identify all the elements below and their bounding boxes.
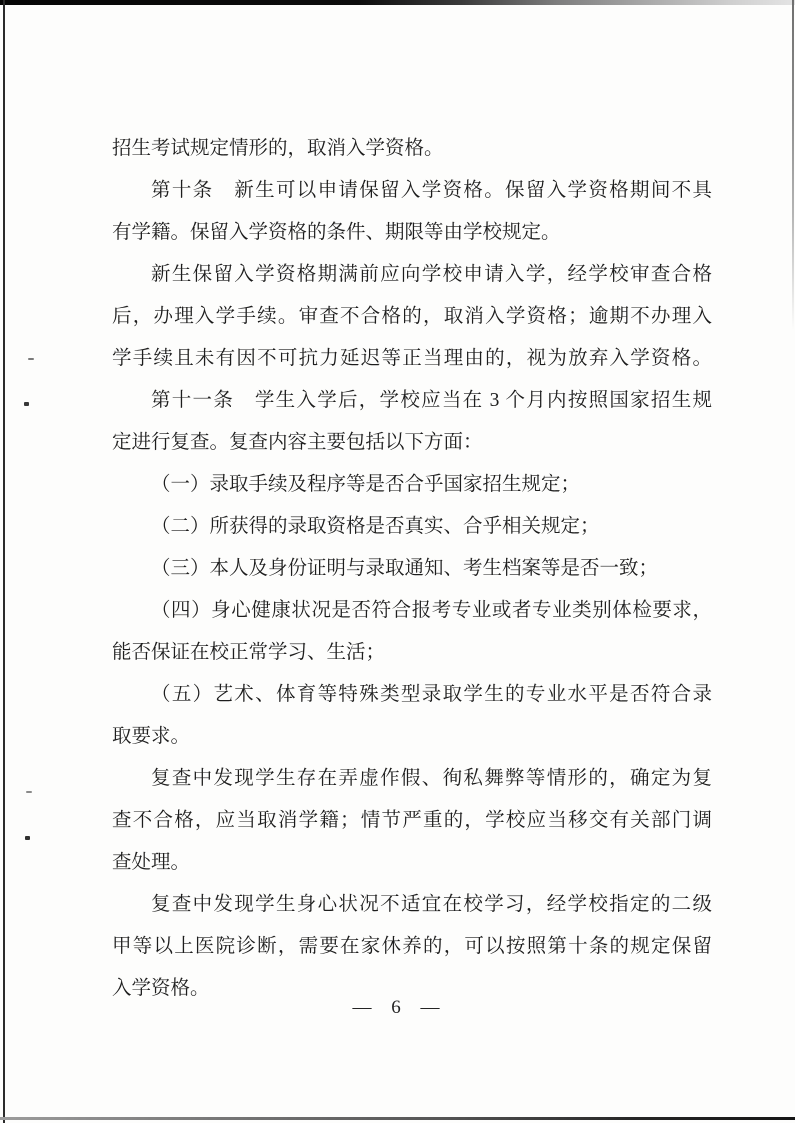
text-line: 查处理。 [112,852,191,873]
page-border-right [792,0,794,330]
text-line: 招生考试规定情形的，取消入学资格。 [112,138,444,159]
document-body [112,128,712,1010]
text-line: 第十条 新生可以申请保留入学资格。保留入学资格期间不具 [151,180,712,201]
text-line: 复查中发现学生身心状况不适宜在校学习，经学校指定的二级 [151,894,712,915]
text-line: 学手续且未有因不可抗力延迟等正当理由的，视为放弃入学资格。 [112,348,712,369]
scan-speck [26,791,32,793]
text-line: 第十一条 学生入学后，学校应当在 3 个月内按照国家招生规 [151,390,712,411]
page-border-top [0,0,795,5]
text-line: （二）所获得的录取资格是否真实、合乎相关规定； [151,516,600,537]
scan-speck [24,402,29,406]
text-line: 甲等以上医院诊断，需要在家休养的，可以按照第十条的规定保留 [112,936,712,957]
text-line: 定进行复查。复查内容主要包括以下方面： [112,432,483,453]
text-line: 新生保留入学资格期满前应向学校申请入学，经学校审查合格 [151,264,712,285]
text-line: （一）录取手续及程序等是否合乎国家招生规定； [151,474,581,495]
text-line: （五）艺术、体育等特殊类型录取学生的专业水平是否符合录 [151,684,712,705]
text-line: 取要求。 [112,726,191,747]
text-line: （三）本人及身份证明与录取通知、考生档案等是否一致； [151,558,659,579]
page-border-bottom [0,1117,795,1120]
text-line: 入学资格。 [112,978,210,999]
text-line: 复查中发现学生存在弄虚作假、徇私舞弊等情形的，确定为复 [151,768,712,789]
scan-speck [25,836,30,840]
text-line: 查不合格，应当取消学籍；情节严重的，学校应当移交有关部门调 [112,810,712,831]
text-line: 后，办理入学手续。审查不合格的，取消入学资格；逾期不办理入 [112,306,712,327]
text-line: 能否保证在校正常学习、生活； [112,642,386,663]
scan-speck [28,358,34,360]
page-number: — 6 — [352,997,443,1018]
text-line: 有学籍。保留入学资格的条件、期限等由学校规定。 [112,222,561,243]
page-border-left [3,0,5,1123]
text-line: （四）身心健康状况是否符合报考专业或者专业类别体检要求， [151,600,712,621]
